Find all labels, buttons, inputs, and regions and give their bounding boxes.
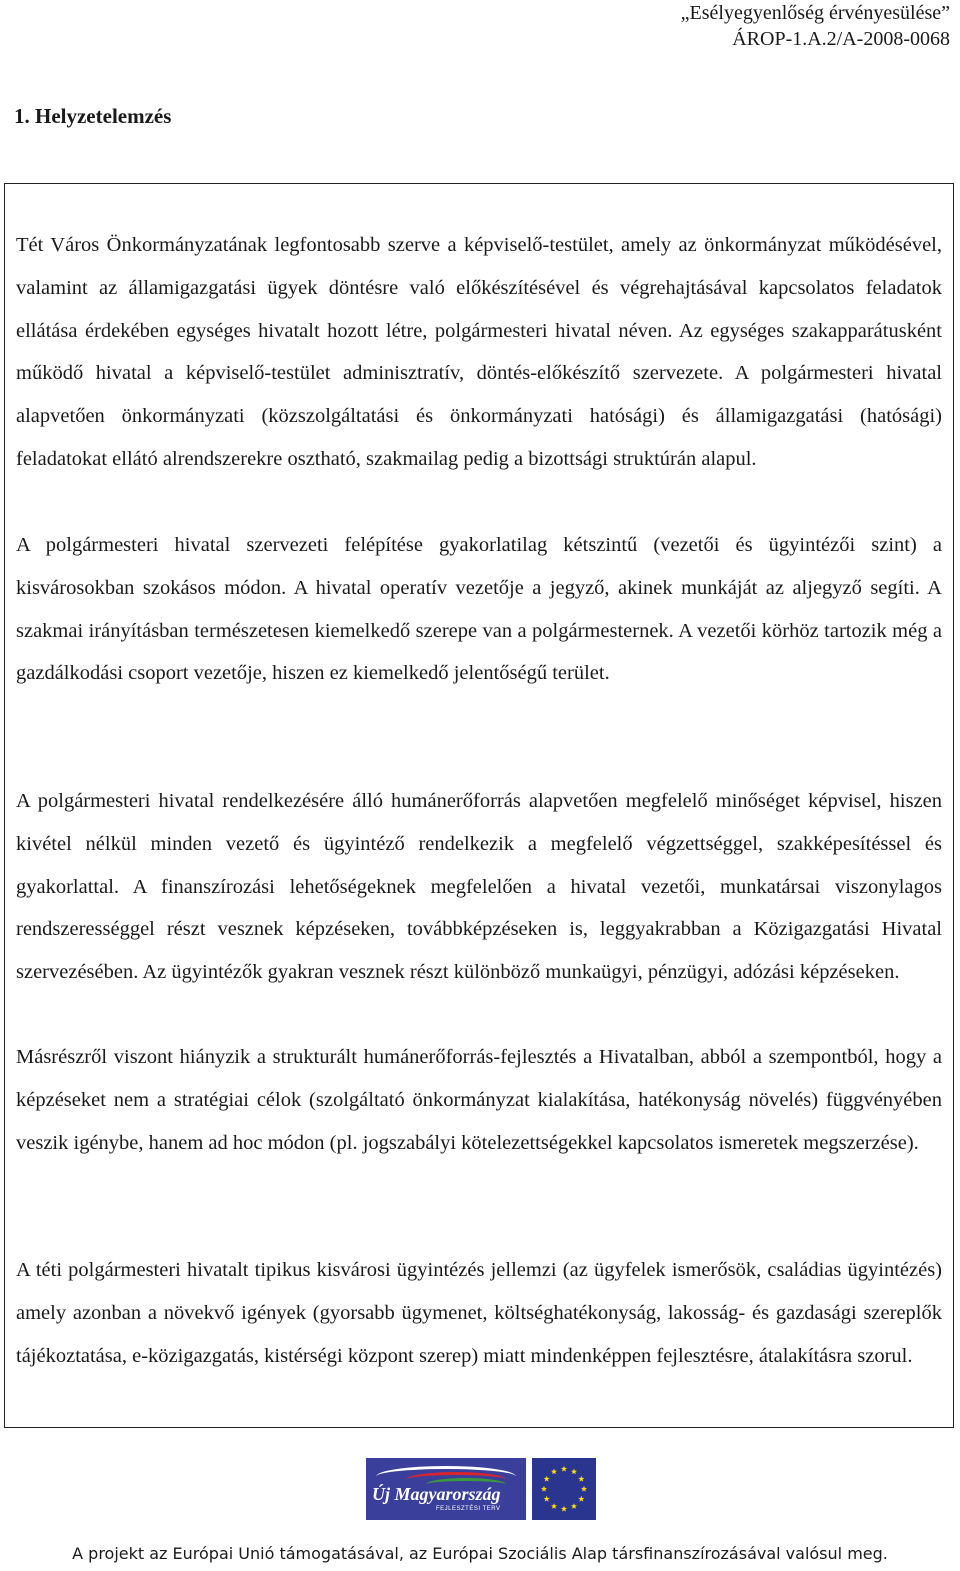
eu-star-icon	[571, 1468, 577, 1474]
eu-star-icon	[551, 1503, 557, 1509]
paragraph-2: A polgármesteri hivatal szervezeti felépítése gyakorlatilag kétszintű (vezetői és ügyintézői szint) a kisvárosokban szokásos módon. A hivatal operatív vezetője a jegyző, akinek munkáját az aljegyző segíti. A szakmai irányításban természetesen kiemelkedő szerepe van a polgármesternek. A vezetői körhöz tartozik még a gazdálkodási csoport vezetője, hiszen ez kiemelkedő jelentőségű terület.	[16, 534, 942, 685]
eu-star-icon	[541, 1486, 547, 1492]
paragraph-1: Tét Város Önkormányzatának legfontosabb szerve a képviselő-testület, amely az önkormányzat működésével, valamint az államigazgatási ügyek döntésre való előkészítésével és végrehajtásával kapcsolatos feladatok ellátása érdekében egységes hivatalt hozott létre, polgármesteri hivatal néven. Az egységes szakapparátusként működő hivatal a képviselő-testület adminisztratív, döntés-előkészítő szervezete. A polgármesteri hivatal alapvetően önkormányzati (közszolgáltatási és önkormányzati hatósági) és államigazgatási (hatósági) feladatokat ellátó alrendszerekre osztható, szakmailag pedig a bizottsági struktúrán alapul.	[16, 234, 942, 470]
paragraph-3: A polgármesteri hivatal rendelkezésére álló humánerőforrás alapvetően megfelelő minőséget képvisel, hiszen kivétel nélkül minden vezető és ügyintéző rendelkezik a megfelelő végzettséggel, szakképesítéssel és gyakorlattal. A finanszírozási lehetőségeknek megfelelően a hivatal vezetői, munkatársai viszonylagos rendszerességgel részt vesznek képzéseken, továbbképzéseken is, leggyakrabban a Közigazgatási Hivatal szervezésében. Az ügyintézők gyakran vesznek részt különböző munkaügyi, pénzügyi, adózási képzéseken.	[16, 790, 942, 984]
content-box	[4, 183, 954, 1428]
eu-star-icon	[571, 1503, 577, 1509]
paragraph-4: Másrészről viszont hiányzik a strukturált humánerőforrás-fejlesztés a Hivatalban, abból a szempontból, hogy a képzéseket nem a stratégiai célok (szolgáltató önkormányzat kialakítása, hatékonyság növelés) függvényében veszik igénybe, hanem ad hoc módon (pl. jogszabályi kötelezettségekkel kapcsolatos ismeretek megszerzése).	[16, 1046, 942, 1154]
eu-stars-icon	[532, 1458, 596, 1520]
logo-area	[366, 1458, 596, 1520]
eu-star-icon	[561, 1506, 567, 1512]
eu-star-icon	[561, 1466, 567, 1472]
project-code: ÁROP-1.A.2/A-2008-0068	[732, 28, 950, 50]
eu-flag-logo	[532, 1458, 596, 1520]
project-title: „Esélyegyenlőség érvényesülése”	[680, 2, 950, 24]
paragraph-5: A téti polgármesteri hivatalt tipikus kisvárosi ügyintézés jellemzi (az ügyfelek ismerősök, családias ügyintézés) amely azonban a növekvő igények (gyorsabb ügymenet, költséghatékonyság, lakosság- és gazdasági szereplők tájékoztatása, e-közigazgatás, kistérségi központ szerep) miatt mindenképpen fejlesztésre, átalakításra szorul.	[16, 1259, 942, 1367]
footer-note: A projekt az Európai Unió támogatásával, az Európai Szociális Alap társfinanszírozásával valósul meg.	[72, 1544, 888, 1563]
uj-magyarorszag-logo	[366, 1458, 526, 1520]
eu-star-icon	[551, 1468, 557, 1474]
section-title: 1. Helyzetelemzés	[14, 104, 172, 128]
document-header	[681, 0, 950, 52]
eu-star-icon	[578, 1476, 584, 1482]
eu-star-icon	[578, 1496, 584, 1502]
eu-star-icon	[544, 1496, 550, 1502]
eu-star-icon	[581, 1486, 587, 1492]
logo-subtitle: FEJLESZTÉSI TERV	[436, 1506, 501, 1512]
logo-title: Új Magyarország	[372, 1484, 501, 1504]
eu-star-icon	[544, 1476, 550, 1482]
